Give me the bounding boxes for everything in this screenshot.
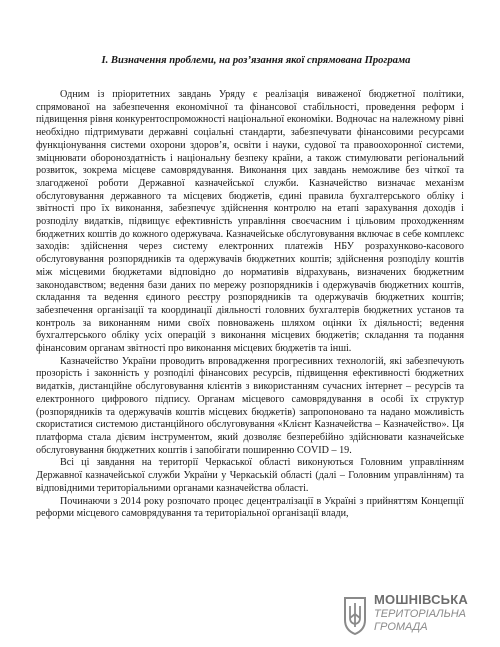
watermark-line-2: ГРОМАДА <box>374 621 428 633</box>
document-page <box>36 54 464 521</box>
paragraph-2: Казначейство України проводить впровадження прогресивних технологій, які забезпечують прозорість і законність у розподілі фінансових ресурсів, підвищення ефективності бюджетних видатків, дистанційне обслуговування клієнтів з використанням сучасних інтернет – ресурсів та електронного цифрового підпису. Органам місцевого самоврядування в особі їх структур (розпорядників та одержувачів коштів місцевих бюджетів) запропоновано та надано можливість скористатися системою дистанційного обслуговування «Клієнт Казначейства – Казначейство». Ця платформа стала дієвим інструментом, який дозволяє безперебійно здійснювати казначейське обслуговування бюджетних коштів і запобігати поширенню COVID – 19. <box>36 355 464 456</box>
paragraph-3: Всі ці завдання на території Черкаської області виконуються Головним управлінням Державної казначейської служби України у Черкаській області (далі – Головним управлінням) та відповідними територіальними органами казначейства області. <box>36 457 464 494</box>
section-heading: I. Визначення проблеми, на розʼязання якої спрямована Програма <box>101 55 411 66</box>
paragraph-1: Одним із пріоритетних завдань Уряду є реалізація виваженої бюджетної політики, спрямованої на забезпечення економічної та фінансової стабільності, проведення реформ і підвищення рівня конкурентоспроможності національної економіки. Водночас на належному рівні необхідно підтримувати державні соціальні стандарти, забезпечувати фінансовими ресурсами функціонування системи охорони здоровʼя, освіти і науки, судової та правоохоронної системи, зміцнювати обороноздатність і національну безпеку країни, а також стимулювати регіональний розвиток, зокрема місцеве самоврядування. Виконання цих завдань неможливе без чіткої та злагодженої роботи Державної казначейської служби. Казначейство визначає механізм обслуговування державного та місцевих бюджетів, єдині правила бухгалтерського обліку і звітності про їх виконання, забезпечує здійснення контролю на етапі зарахування доходів і розподілу видатків, підвищує ефективність управління своєчасним і цільовим проходженням бюджетних коштів до кожного одержувача. Казначейське обслуговування включає в себе комплекс заходів: здійснення через систему електронних платежів НБУ розрахунково-касового обслуговування розпорядників та одержувачів бюджетних коштів; здійснення розподілу коштів між місцевими бюджетами відповідно до нормативів відрахувань, визначених бюджетним законодавством; ведення бази даних по мережу розпорядників і одержувачів бюджетних коштів, складання та ведення єдиного реєстру розпорядників та одержувачів бюджетних коштів; забезпечення організації та координації діяльності головних бухгалтерів бюджетних установ та контроль за виконанням ними своїх повноважень шляхом оцінки їх діяльності; ведення бухгалтерського обліку усіх операцій з виконання місцевих бюджетів; складання та подання фінансовим органам звітності про виконання місцевих бюджетів та інші. <box>36 89 464 355</box>
coat-of-arms-icon <box>342 594 368 636</box>
paragraph-4: Починаючи з 2014 року розпочато процес децентралізації в Україні з прийняттям Концепції реформи місцевого самоврядування та територіальної організації влади, <box>36 495 464 520</box>
watermark-title: МОШНІВСЬКА <box>374 592 468 607</box>
community-watermark <box>342 592 492 640</box>
watermark-line-1: ТЕРИТОРІАЛЬНА <box>374 608 467 620</box>
